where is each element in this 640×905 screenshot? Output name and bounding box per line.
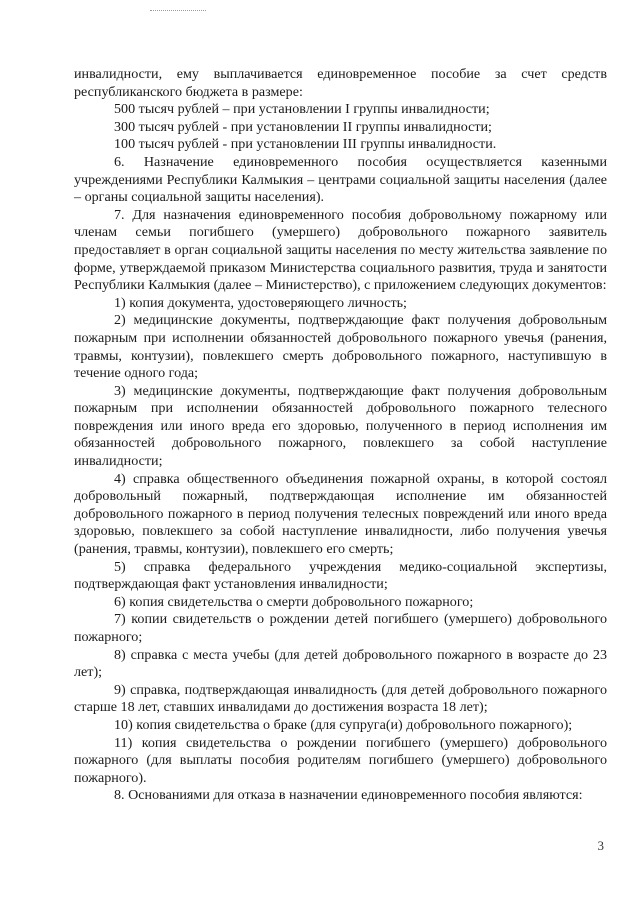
list-item-9: 9) справка, подтверждающая инвалидность (для детей добровольного пожарного старше 18 лет, ставших инвалидами до достижения возраста 18 лет); [74, 681, 607, 716]
document-body [74, 66, 607, 805]
list-item-11: 11) копия свидетельства о рождении погибшего (умершего) добровольного пожарного (для выплаты пособия родителям погибшего (умершего) добровольного пожарного). [74, 734, 607, 786]
paragraph-group-1-amount: 500 тысяч рублей – при установлении I группы инвалидности; [114, 101, 490, 118]
list-item-10: 10) копия свидетельства о браке (для супруга(и) добровольного пожарного); [114, 716, 573, 733]
list-item-8: 8) справка с места учебы (для детей добровольного пожарного в возрасте до 23 лет); [74, 646, 607, 681]
paragraph-group-3-amount: 100 тысяч рублей - при установлении III группы инвалидности. [114, 136, 497, 153]
paragraph-continuation: инвалидности, ему выплачивается единовременное пособие за счет средств республиканского бюджета в размере: [74, 66, 607, 100]
paragraph-item-7: 7. Для назначения единовременного пособия добровольному пожарному или членам семьи погибшего (умершего) добровольного пожарного заявитель предоставляет в орган социальной защиты населения по месту жительства заявление по форме, утверждаемой приказом Министерства социального развития, труда и занятости Республики Калмыкия (далее – Министерство), с приложением следующих документов: [74, 206, 607, 294]
list-item-4: 4) справка общественного объединения пожарной охраны, в которой состоял добровольный пожарный, подтверждающая исполнение им обязанностей добровольного пожарного в период получения телесных повреждений или иного вреда здоровью, повлекшего за собой наступление инвалидности, либо получения увечья (ранения, травмы, контузии), повлекшего его смерть; [74, 470, 607, 558]
list-item-3: 3) медицинские документы, подтверждающие факт получения добровольным пожарным при исполнении обязанностей добровольного пожарного телесного повреждения или иного вреда его здоровью, полученного в период исполнения им обязанностей добровольного пожарного, повлекшего за собой наступление инвалидности; [74, 382, 607, 470]
list-item-1: 1) копия документа, удостоверяющего личность; [114, 294, 407, 311]
list-item-5: 5) справка федерального учреждения медико-социальной экспертизы, подтверждающая факт установления инвалидности; [74, 558, 607, 593]
paragraph-group-2-amount: 300 тысяч рублей - при установлении II группы инвалидности; [114, 118, 492, 135]
list-item-6: 6) копия свидетельства о смерти добровольного пожарного; [114, 593, 474, 610]
page-number: 3 [597, 838, 604, 853]
list-item-2: 2) медицинские документы, подтверждающие факт получения добровольным пожарным при исполнении обязанностей добровольного пожарного увечья (ранения, травмы, контузии), повлекшего смерть добровольного пожарного, наступившую в течение одного года; [74, 312, 607, 382]
list-item-7: 7) копии свидетельств о рождении детей погибшего (умершего) добровольного пожарного; [74, 611, 607, 645]
scan-artifact [150, 10, 206, 13]
paragraph-item-8: 8. Основаниями для отказа в назначении единовременного пособия являются: [114, 787, 583, 804]
paragraph-item-6: 6. Назначение единовременного пособия осуществляется казенными учреждениями Республики Калмыкия – центрами социальной защиты населения (далее – органы социальной защиты населения). [74, 153, 607, 206]
